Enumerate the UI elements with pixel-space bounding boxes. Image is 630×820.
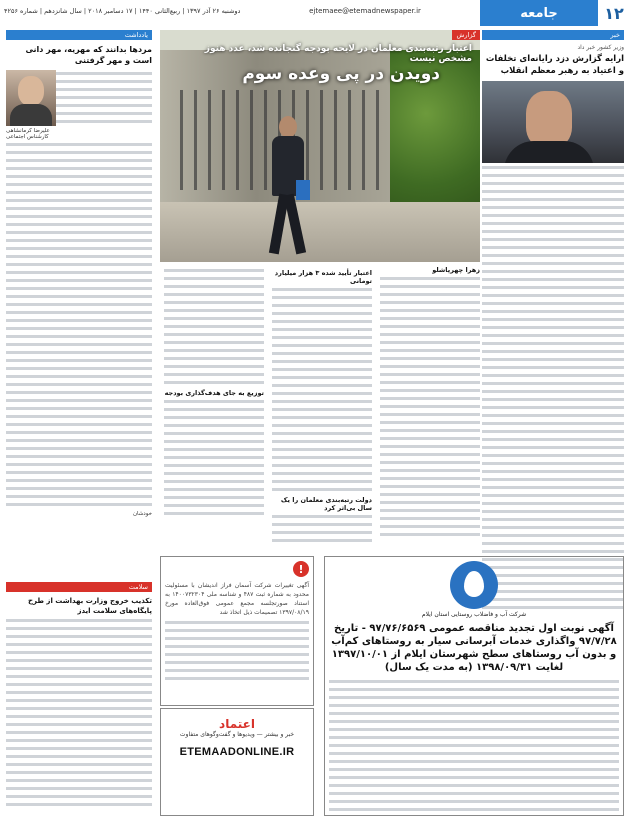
tender-title: آگهی نوبت اول تجدید مناقصه عمومی ۹۷/۷۶/۶۵۶۹ - تاریخ ۹۷/۷/۲۸ واگذاری خدمات آبرسانی سیار به روستاهای کم‌آب و بدون آب روستاهای سطح شهرستان ایلام از ۱۳۹۷/۱۰/۰۱ لغایت ۱۳۹۸/۰۹/۳۱ (به مدت یک سال)	[331, 623, 617, 673]
opinion-title[interactable]: مرد‌ها بدانند که مهریه، مهر دانی است و مهر گرفتنی	[25, 45, 152, 65]
company-change-notice	[160, 556, 314, 706]
news-tag: خبر	[482, 30, 624, 40]
notice-text: آگهی تغییرات شرکت آسمان فراز اندیشان با مسئولیت محدود به شماره ثبت ۴۸۷ و شناسه ملی ۱۴۰۰۷۳۲۳۰۴ به استناد صورتجلسه مجمع عمومی فوق‌العاده مورخ ۱۳۹۷/۰۸/۱۹ تصمیمات ذیل اتخاذ شد	[165, 582, 310, 616]
dateline: دوشنبه ۲۶ آذر ۱۳۹۷ | ربیع‌الثانی ۱۴۴۰ | ۱۷ دسامبر ۲۰۱۸ | سال شانزدهم | شماره ۴۲۵۶	[4, 7, 241, 15]
report-tag: گزارش	[452, 30, 480, 40]
feature-headline[interactable]: دویدن در پی وعده سوم	[242, 64, 440, 84]
subhead-3: توزیع به جای هدف‌گذاری بودجه	[164, 389, 264, 397]
note-caption: خودشان	[132, 511, 152, 517]
news-title[interactable]: ارایه گزارش دزد رایانه‌ای تخلفات و اعتیاد به رهبر معظم انقلاب	[485, 54, 624, 76]
ad-tagline: خبر و بیشتر — ویدیوها و گفت‌وگوهای متفاوت	[179, 731, 295, 738]
water-drop-icon	[450, 561, 498, 609]
byline: زهرا چهرپاشلو	[432, 266, 480, 274]
left-column	[6, 30, 152, 578]
section-title: جامعه	[480, 0, 598, 26]
article-col-2	[272, 266, 372, 548]
health-tag: سلامت	[6, 582, 152, 592]
author-role: کارشناس اجتماعی	[6, 134, 49, 140]
page-header	[0, 0, 630, 26]
page-number: ۱۲	[598, 0, 630, 26]
website-link[interactable]: ETEMAADONLINE.IR	[179, 746, 295, 758]
article-col-1	[380, 266, 480, 548]
walking-man-image	[270, 116, 306, 262]
section-email[interactable]: ejtemaee@etemadnewspaper.ir	[309, 7, 421, 15]
opinion-tag: یادداشت	[6, 30, 152, 40]
health-news	[6, 582, 152, 816]
alert-icon: !	[293, 561, 309, 577]
article-columns	[160, 266, 480, 548]
newspaper-ad[interactable]	[160, 708, 314, 816]
newspaper-logo: اعتماد	[219, 717, 255, 731]
health-title[interactable]: تکذیب خروج وزارت بهداشت از طرح پایگاه‌های سلامت ایدز	[27, 597, 152, 615]
right-column	[482, 30, 624, 640]
feature-super-headline: اعتبار رتبه‌بندی معلمان در لایحه بودجه گنجانده شد، عدد هنوز مشخص نیست	[204, 44, 472, 64]
subhead-1: اعتبار تأیید شده ۳ هزار میلیارد تومانی	[274, 269, 372, 285]
org-name: شرکت آب و فاضلاب روستایی استان ایلام	[421, 611, 527, 618]
news-body	[482, 166, 624, 609]
article-col-3	[164, 266, 264, 548]
news-rubric: وزیر کشور خبر داد	[577, 44, 624, 51]
author-name: علیرضا کرمانشاهی	[6, 128, 50, 134]
feature-photo[interactable]	[160, 30, 480, 262]
author-photo	[6, 70, 56, 126]
minister-photo	[482, 81, 624, 163]
subhead-2: دولت رتبه‌بندی معلمان را یک سال بی‌اثر کرد	[280, 496, 372, 512]
tender-notice	[324, 556, 624, 816]
